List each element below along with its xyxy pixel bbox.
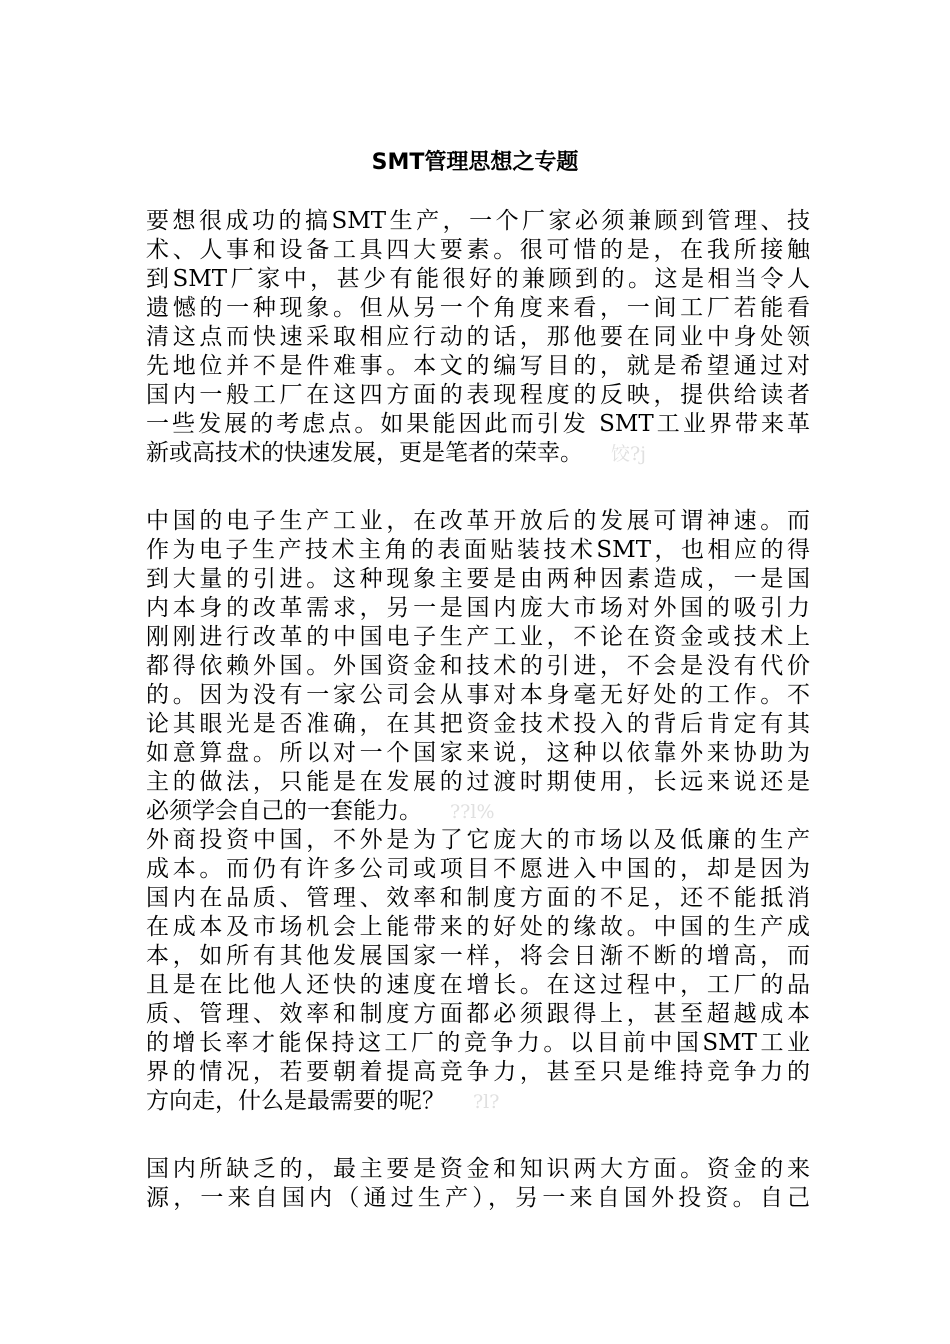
text-line: 如意算盘。所以对一个国家来说，这种以依靠外来协助为 xyxy=(146,740,810,766)
text-line-content: 方向走，什么是最需要的呢？ xyxy=(146,1088,445,1114)
text-line: 先地位并不是件难事。本文的编写目的，就是希望通过对 xyxy=(146,353,810,379)
text-line: 质、管理、效率和制度方面都必须跟得上，甚至超越成本 xyxy=(146,1001,810,1027)
text-line: 中国的电子生产工业，在改革开放后的发展可谓神速。而 xyxy=(146,508,810,534)
text-line: 到SMT厂家中，甚少有能很好的兼顾到的。这是相当令人 xyxy=(146,266,810,292)
paragraph-1 xyxy=(146,207,810,468)
text-line: 外商投资中国，不外是为了它庞大的市场以及低廉的生产 xyxy=(146,827,810,853)
text-line: 遗憾的一种现象。但从另一个角度来看，一间工厂若能看 xyxy=(146,295,810,321)
text-line xyxy=(146,439,810,468)
paragraph-2 xyxy=(146,507,810,826)
text-line: 术、人事和设备工具四大要素。很可惜的是，在我所接触 xyxy=(146,237,810,263)
text-line: 主的做法，只能是在发展的过渡时期使用，长远来说还是 xyxy=(146,769,810,795)
faint-mark: ??l% xyxy=(450,801,495,823)
faint-mark: 饺?j xyxy=(611,443,647,465)
paragraph-3 xyxy=(146,826,810,1116)
text-line-content: 必须学会自己的一套能力。 xyxy=(146,798,422,824)
text-line: 的增长率才能保持这工厂的竞争力。以目前中国SMT工业 xyxy=(146,1030,810,1056)
text-line xyxy=(146,797,810,826)
text-line: 要想很成功的搞SMT生产，一个厂家必须兼顾到管理、技 xyxy=(146,208,810,234)
text-line: 成本。而仍有许多公司或项目不愿进入中国的，却是因为 xyxy=(146,856,810,882)
text-line: 内本身的改革需求，另一是国内庞大市场对外国的吸引力 xyxy=(146,595,810,621)
text-line: 在成本及市场机会上能带来的好处的缘故。中国的生产成 xyxy=(146,914,810,940)
text-line: 本，如所有其他发展国家一样，将会日渐不断的增高，而 xyxy=(146,943,810,969)
text-line: 清这点而快速采取相应行动的话，那他要在同业中身处领 xyxy=(146,324,810,350)
text-line: 都得依赖外国。外国资金和技术的引进，不会是没有代价 xyxy=(146,653,810,679)
text-line: 源，一来自国内（通过生产），另一来自国外投资。自己 xyxy=(146,1185,810,1211)
text-line: 的。因为没有一家公司会从事对本身毫无好处的工作。不 xyxy=(146,682,810,708)
paragraph-4 xyxy=(146,1155,810,1213)
text-line: 刚刚进行改革的中国电子生产工业，不论在资金或技术上 xyxy=(146,624,810,650)
text-line: 国内所缺乏的，最主要是资金和知识两大方面。资金的来 xyxy=(146,1156,810,1182)
text-line: 国内在品质、管理、效率和制度方面的不足，还不能抵消 xyxy=(146,885,810,911)
text-line: 且是在比他人还快的速度在增长。在这过程中，工厂的品 xyxy=(146,972,810,998)
text-line: 到大量的引进。这种现象主要是由两种因素造成，一是国 xyxy=(146,566,810,592)
document-title: SMT管理思想之专题 xyxy=(371,150,579,175)
text-line: 作为电子生产技术主角的表面贴装技术SMT，也相应的得 xyxy=(146,537,810,563)
text-line: 国内一般工厂在这四方面的表现程度的反映，提供给读者 xyxy=(146,382,810,408)
text-line: 论其眼光是否准确，在其把资金技术投入的背后肯定有其 xyxy=(146,711,810,737)
text-line: 界的情况，若要朝着提高竞争力，甚至只是维持竞争力的 xyxy=(146,1059,810,1085)
text-line: 一些发展的考虑点。如果能因此而引发 SMT工业界带来革 xyxy=(146,411,810,437)
faint-mark: ?l? xyxy=(473,1091,500,1113)
text-line xyxy=(146,1087,810,1116)
text-line-content: 新或高技术的快速发展，更是笔者的荣幸。 xyxy=(146,440,583,466)
